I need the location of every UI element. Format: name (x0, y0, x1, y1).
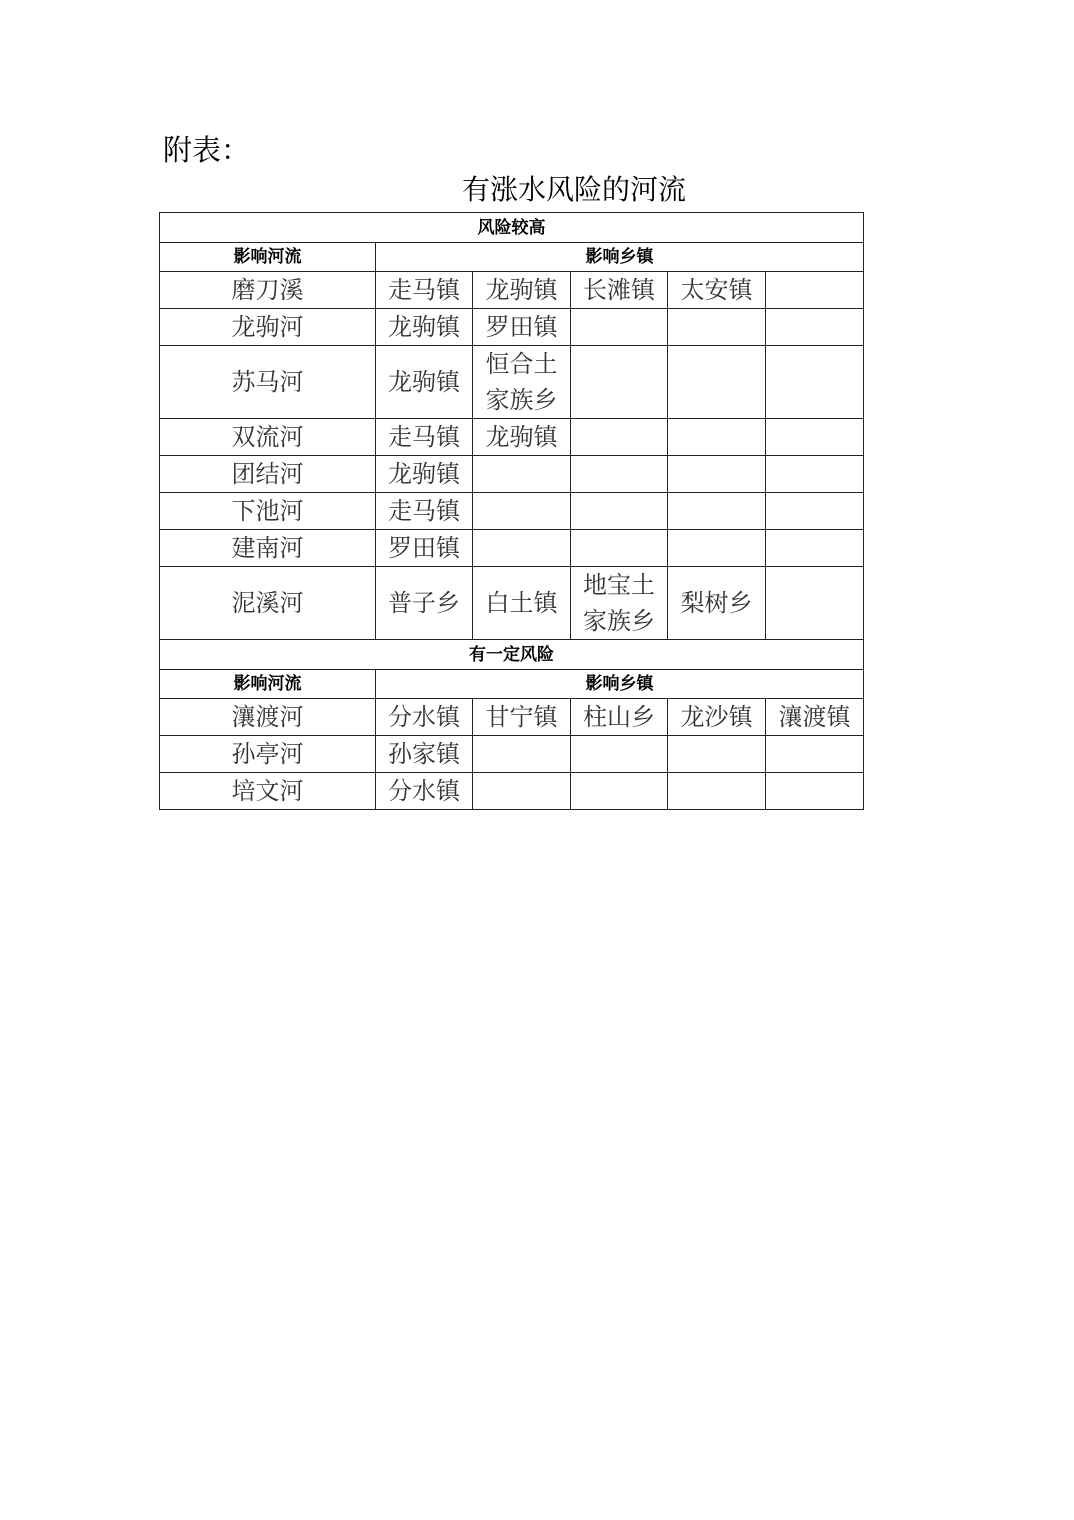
town-cell: 柱山乡 (571, 699, 668, 736)
river-name: 培文河 (160, 773, 376, 810)
river-risk-table (159, 212, 864, 810)
town-cell (571, 309, 668, 346)
town-cell: 梨树乡 (668, 567, 766, 640)
town-cell: 龙驹镇 (473, 272, 571, 309)
town-cell: 甘宁镇 (473, 699, 571, 736)
town-cell (766, 272, 864, 309)
river-name: 双流河 (160, 419, 376, 456)
town-cell (668, 773, 766, 810)
river-name: 瀼渡河 (160, 699, 376, 736)
town-cell: 普子乡 (376, 567, 473, 640)
river-name: 下池河 (160, 493, 376, 530)
town-cell (766, 346, 864, 419)
column-header-row (160, 243, 864, 272)
town-cell: 孙家镇 (376, 736, 473, 773)
town-cell: 龙驹镇 (376, 456, 473, 493)
river-name: 建南河 (160, 530, 376, 567)
town-cell: 瀼渡镇 (766, 699, 864, 736)
section-heading-row (160, 213, 864, 243)
town-cell (473, 456, 571, 493)
town-cell: 走马镇 (376, 272, 473, 309)
town-cell (668, 309, 766, 346)
town-cell: 龙驹镇 (473, 419, 571, 456)
table-row (160, 272, 864, 309)
table-title: 有涨水风险的河流 (461, 173, 686, 206)
town-cell (571, 736, 668, 773)
town-cell: 太安镇 (668, 272, 766, 309)
table-row (160, 736, 864, 773)
section-heading: 有一定风险 (160, 640, 864, 670)
town-cell: 罗田镇 (376, 530, 473, 567)
town-cell: 白土镇 (473, 567, 571, 640)
table-row (160, 346, 864, 419)
town-cell (473, 346, 571, 419)
river-name: 磨刀溪 (160, 272, 376, 309)
town-cell (473, 530, 571, 567)
town-cell: 长滩镇 (571, 272, 668, 309)
town-cell (766, 773, 864, 810)
town-cell (668, 736, 766, 773)
table-row (160, 309, 864, 346)
town-cell (571, 493, 668, 530)
town-cell (571, 530, 668, 567)
town-cell: 分水镇 (376, 773, 473, 810)
river-name: 团结河 (160, 456, 376, 493)
table-row (160, 530, 864, 567)
town-cell (473, 493, 571, 530)
column-header-river: 影响河流 (160, 670, 376, 699)
table-row (160, 419, 864, 456)
town-cell: 分水镇 (376, 699, 473, 736)
town-cell: 龙驹镇 (376, 309, 473, 346)
table-row (160, 773, 864, 810)
column-header-river: 影响河流 (160, 243, 376, 272)
town-cell (668, 530, 766, 567)
town-cell (766, 419, 864, 456)
town-cell: 龙驹镇 (376, 346, 473, 419)
town-cell (473, 736, 571, 773)
town-cell (766, 736, 864, 773)
town-cell (668, 456, 766, 493)
town-cell (571, 346, 668, 419)
river-name: 泥溪河 (160, 567, 376, 640)
river-name: 孙亭河 (160, 736, 376, 773)
town-cell (668, 419, 766, 456)
section-heading: 风险较高 (160, 213, 864, 243)
river-name: 龙驹河 (160, 309, 376, 346)
town-cell: 罗田镇 (473, 309, 571, 346)
town-cell: 龙沙镇 (668, 699, 766, 736)
table-row (160, 699, 864, 736)
town-cell (571, 456, 668, 493)
town-cell (473, 773, 571, 810)
column-header-towns: 影响乡镇 (376, 243, 864, 272)
table-row (160, 456, 864, 493)
table-row (160, 493, 864, 530)
appendix-label: 附表： (163, 133, 251, 167)
table-row (160, 567, 864, 640)
town-cell (766, 456, 864, 493)
town-cell: 走马镇 (376, 493, 473, 530)
river-name: 苏马河 (160, 346, 376, 419)
town-cell (766, 309, 864, 346)
town-cell: 走马镇 (376, 419, 473, 456)
town-cell (766, 530, 864, 567)
town-name: 恒合土家族乡 (485, 350, 558, 414)
town-cell (668, 493, 766, 530)
town-cell (668, 346, 766, 419)
column-header-row (160, 670, 864, 699)
section-heading-row (160, 640, 864, 670)
column-header-towns: 影响乡镇 (376, 670, 864, 699)
town-cell (571, 419, 668, 456)
town-cell (571, 773, 668, 810)
town-cell (571, 567, 668, 640)
town-cell (766, 493, 864, 530)
town-name: 地宝土家族乡 (583, 571, 655, 635)
town-cell (766, 567, 864, 640)
